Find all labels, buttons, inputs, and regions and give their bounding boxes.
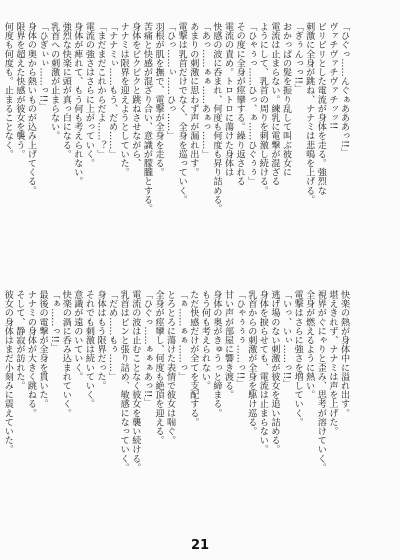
text-column: 快感の波に呑まれ、何度も何度も昇り詰める。	[211, 22, 222, 214]
text-block-bottom	[2, 290, 349, 540]
text-column: 「まだまだこれからだよ……？」	[95, 22, 106, 159]
text-column: ようにして、乳首の周りを刺激し続ける。	[257, 22, 268, 195]
text-column: 身体が痺れて、もう何も考えられない。	[72, 22, 83, 186]
text-column: 何度も何度も。止まることなく。	[2, 22, 13, 159]
text-column: 逃げ場のない刺激が彼女を追い詰める。	[269, 290, 280, 454]
text-column: ナナミは限界を迎えようとしていた。	[118, 22, 129, 177]
text-column: 電流は止まらない。練乳に電撃が混ざる	[269, 22, 280, 186]
text-column: 快楽の渦に呑み込まれていく。	[60, 290, 71, 418]
text-column: 甘い声が部屋に響き渡る。	[223, 290, 234, 400]
text-column: 「ぁ……っ!!」	[49, 290, 60, 352]
text-column: とろとろに蕩けた表情で彼女は喘ぐ。	[165, 290, 176, 445]
text-column: もう何も考えられない。	[199, 290, 210, 391]
text-column: ナナミの身体が大きく跳ねる。	[25, 290, 36, 418]
text-column: 最後の電撃が全身を貫いた。	[37, 290, 48, 409]
text-column: 電撃はさらに強さを増していく。	[292, 290, 303, 427]
text-column: おかっぱの髪を振り乱して叫ぶ彼女に	[281, 22, 292, 177]
text-column: 電撃は乳首だけでなく、全身を巡っていく。	[176, 22, 187, 204]
text-column: ビリビリとした電流が身体を走る。強烈な	[315, 22, 326, 195]
text-column: その度に全身が痙攣する。繰り返される	[234, 22, 245, 186]
text-column: 身体はもう限界だった。	[95, 290, 106, 391]
text-column: 電流の波は止むことなく彼女を襲い続ける。	[130, 290, 141, 472]
text-column: 意識が遠のいていく。	[72, 290, 83, 381]
text-column: あまりの刺激に思わず声が漏れ出す。	[188, 22, 199, 177]
text-column: 「ナナミぃ……もう、だめ……」	[107, 22, 118, 159]
text-column: 身体をビクビクと跳ねさせながら、	[130, 22, 141, 168]
text-column: 「ぎぅんっっ!!」	[292, 22, 303, 94]
text-column: 乳首からの刺激が全身を駆け巡る。	[246, 290, 257, 436]
text-column: 身体の奥から熱いものが込み上げてくる。	[25, 22, 36, 195]
text-column: 強烈な快楽に頭が真っ白になる。	[60, 22, 71, 159]
text-column: 身体の奥がきゅうっと締まる。	[211, 290, 222, 418]
text-column: 全身が痙攣し、何度も絶頂を迎える。	[153, 290, 164, 445]
text-column: 快楽の熱が身体中に溢れ出す。	[339, 290, 349, 418]
text-column: 「ひゃぅっ……ひっ、ぁ……ひぐぅぅ」	[246, 22, 257, 186]
text-column: 視界がぐにゃりと歪み、思考が溶けていく。	[315, 290, 326, 472]
text-column: 全身が燃えるように熱い。	[304, 290, 315, 400]
text-column: それでも刺激は続いていく。	[83, 290, 94, 409]
text-column: 電流の強さはさらに上がっていく。	[83, 22, 94, 168]
text-column: 「ひぐっ……ぁぁぁあっ!!」	[141, 290, 152, 407]
text-block-top	[2, 22, 349, 286]
text-column: 「ひっ……ぃ……ひっ……」	[165, 22, 176, 141]
text-column: そして、静寂が訪れた。	[14, 290, 25, 391]
text-column: 「ひゃぅぅぅ……っ!!」	[234, 290, 245, 389]
text-column: 「あっ……ぁぁ……あぁっ……」	[199, 22, 210, 159]
text-column: 「だめ……もぅ……」	[107, 290, 118, 381]
text-column: 電流の責め。トロトロに蕩けた身体は	[223, 22, 234, 177]
text-column: 「ひぎぃぃ……っ!!」	[37, 22, 48, 112]
text-column: 苦痛と快感が混ざり合い、意識が朦朧とする。	[141, 22, 152, 214]
text-column: ただ快感だけが全てを支配する。	[188, 290, 199, 427]
text-column: 乳首への刺激が止まらない。	[49, 22, 60, 141]
text-column: 限界を超えた快感が彼女を襲う。	[14, 22, 25, 159]
text-column: ヴァチヴァチヴァチッッ!!	[327, 22, 338, 130]
text-column: 羽根が肌を撫で、電撃が全身を走る。	[153, 22, 164, 177]
text-column: 乳首はピンと張り詰め、敏感になっていく。	[118, 290, 129, 472]
text-column: 身体を捩らせても、電流は止まらない。	[257, 290, 268, 454]
text-column: 堪えきれず、ナナミは声を上げた。	[327, 290, 338, 436]
text-column: 彼女の身体はまだ小刻みに震えていた。	[2, 290, 13, 454]
text-column: 「ひぐっ……んぐぁあああっ!!」	[339, 22, 349, 157]
text-column: 刺激に全身が跳ね、ナナミは悲鳴を上げる。	[304, 22, 315, 204]
page-number: 21	[190, 538, 210, 553]
text-column: 「いっ、いぃ……っ!!」	[281, 290, 292, 389]
text-column: 「ぁ……ぁぁ……っ」	[176, 290, 187, 381]
